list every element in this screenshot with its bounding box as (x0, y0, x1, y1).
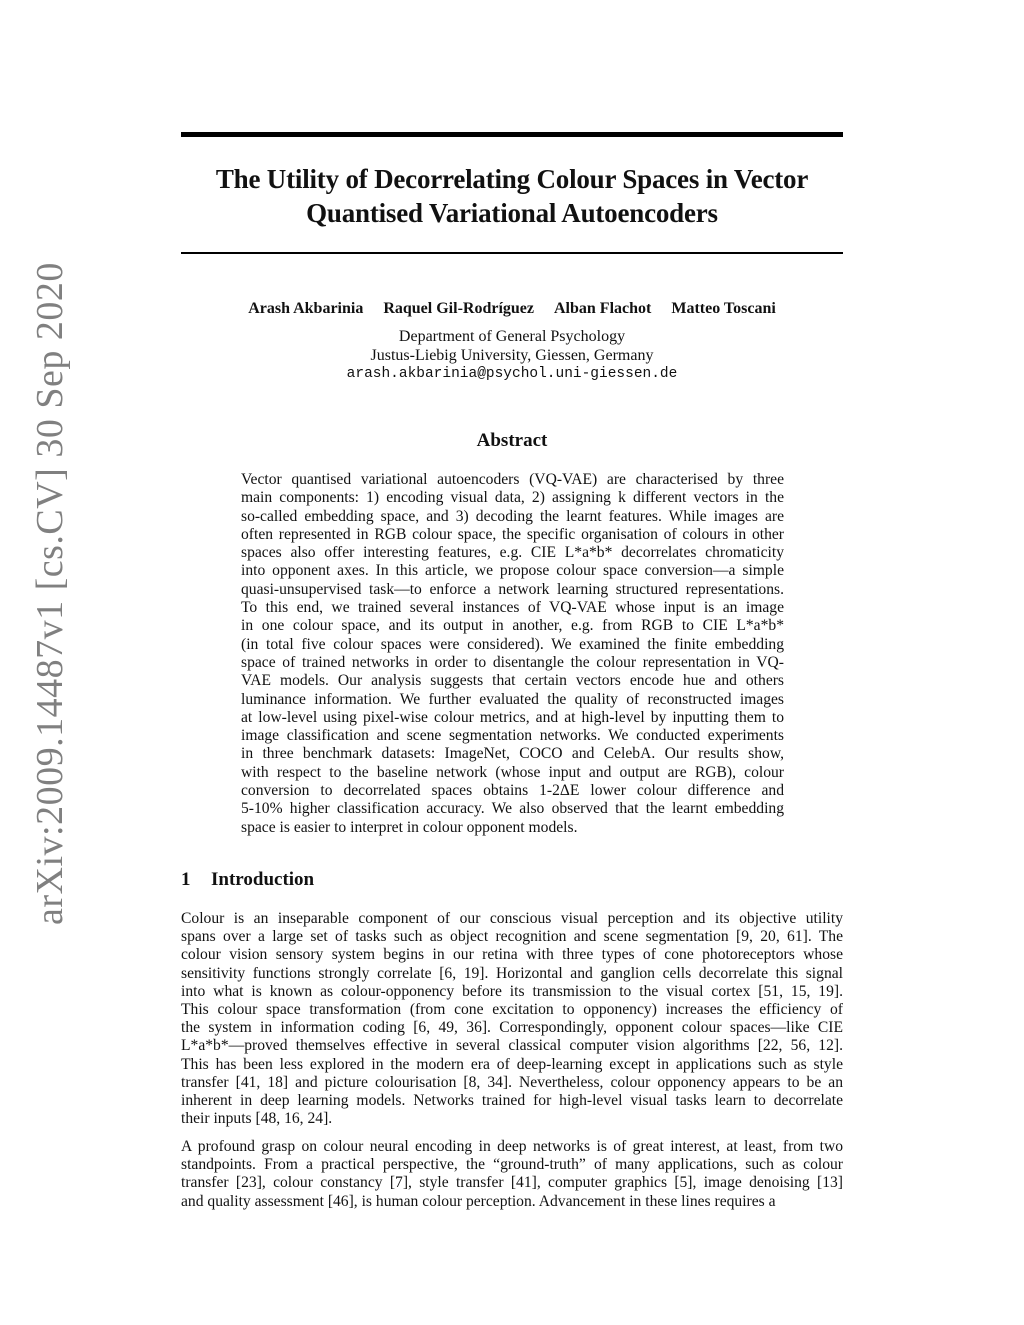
paragraph-line: the system in information coding [6, 49, 36]. Correspondingly, opponent colour spaces—like CIE (181, 1019, 843, 1037)
paragraph-line: sensitivity functions strongly correlate [6, 19]. Horizontal and ganglion cells decorrelate this signal (181, 964, 843, 982)
abstract-line: with respect to the baseline network (whose input and output are RGB), colour (241, 763, 784, 781)
section-number: 1 (181, 869, 191, 890)
abstract-line: quasi-unsupervised task—to enforce a network learning structured representations. (241, 580, 784, 598)
paragraph-line: into what is known as colour-opponency before its transmission to the visual cortex [51, 15, 19]. (181, 982, 843, 1000)
paragraph-line: A profound grasp on colour neural encoding in deep networks is of great interest, at least, from two (181, 1138, 843, 1155)
title-bottom-rule (181, 252, 843, 254)
paragraph-line: L*a*b*—proved themselves effective in several classical computer vision algorithms [22, 56, 12]. (181, 1037, 843, 1055)
abstract-line: VAE models. Our analysis suggests that certain vectors encode hue and others (241, 672, 784, 690)
abstract-body (241, 471, 784, 837)
abstract-line: in three benchmark datasets: ImageNet, COCO and CelebA. Our results show, (241, 745, 784, 763)
paragraph-line: This colour space transformation (from cone excitation to opponency) increases the efficiency of (181, 1000, 843, 1018)
paragraph-line: and quality assessment [46], is human colour perception. Advancement in these lines requires a (181, 1192, 776, 1210)
title-line: The Utility of Decorrelating Colour Spaces in Vector (215, 164, 809, 194)
author-name: Alban Flachot (554, 300, 652, 317)
paper-title (181, 162, 843, 230)
abstract-line: To this end, we trained several instances of VQ-VAE whose input is an image (241, 599, 784, 617)
abstract-line: image classification and scene segmentation networks. We conducted experiments (241, 727, 784, 745)
abstract-heading: Abstract (476, 430, 548, 451)
abstract-line: (in total five colour spaces were considered). We examined the finite embedding (241, 635, 784, 653)
department: Department of General Psychology (398, 328, 626, 345)
title-line: Quantised Variational Autoencoders (306, 198, 718, 228)
abstract-line: luminance information. We further evaluated the quality of reconstructed images (241, 690, 784, 708)
title-top-rule (181, 132, 843, 137)
abstract-line: into opponent axes. In this article, we propose colour space conversion—a simple (241, 562, 784, 580)
abstract-line: spaces also offer interesting features, e.g. CIE L*a*b* decorrelates chromaticity (241, 544, 784, 562)
email-address[interactable]: arash.akbarinia@psychol.uni-giessen.de (346, 366, 678, 382)
intro-paragraph-2 (181, 1138, 843, 1211)
author-name: Matteo Toscani (671, 300, 776, 317)
abstract-line: at low-level using pixel-wise colour metrics, and at high-level by inputting them to (241, 708, 784, 726)
university: Justus-Liebig University, Giessen, Germany (370, 347, 654, 364)
paragraph-line: transfer [23], colour constancy [7], style transfer [41], computer graphics [5], image denoising [13] (181, 1174, 843, 1192)
paragraph-line: spans over a large set of tasks such as object recognition and scene segmentation [9, 20, 61]. The (181, 928, 843, 946)
paragraph-line: transfer [41, 18] and picture colourisation [8, 34]. Nevertheless, colour opponency appears to be an (181, 1073, 843, 1091)
paragraph-line: inherent in deep learning models. Networks trained for high-level visual tasks learn to decorrelate (181, 1091, 843, 1109)
paragraph-line: Colour is an inseparable component of our conscious visual perception and its objective utility (181, 910, 843, 927)
author-name: Arash Akbarinia (248, 300, 364, 317)
author-name: Raquel Gil-Rodríguez (383, 300, 534, 317)
abstract-line: conversion to decorrelated spaces obtains 1-2ΔE lower colour difference and (241, 782, 784, 800)
abstract-line: so-called embedding space, and 3) decoding the learnt features. While images are (241, 507, 784, 525)
arxiv-identifier: arXiv:2009.14487v1 [cs.CV] 30 Sep 2020 (29, 262, 71, 925)
intro-paragraph-1 (181, 910, 843, 1128)
paragraph-line: standpoints. From a practical perspective, the “ground-truth” of many applications, such as colour (181, 1156, 843, 1174)
section-heading (181, 868, 314, 892)
abstract-line: Vector quantised variational autoencoders (VQ-VAE) are characterised by three (241, 471, 784, 488)
section-title: Introduction (211, 869, 315, 890)
abstract-line: main components: 1) encoding visual data, 2) assigning k different vectors in the (241, 489, 784, 507)
paragraph-line: This has been less explored in the modern era of deep-learning except in applications such as style (181, 1055, 843, 1073)
abstract-line: space is easier to interpret in colour opponent models. (241, 818, 578, 836)
paragraph-line: colour vision sensory system begins in our retina with three types of cone photoreceptors whose (181, 946, 843, 964)
author-list (181, 298, 843, 320)
paragraph-line: their inputs [48, 16, 24]. (181, 1110, 333, 1128)
affiliation-block (181, 327, 843, 384)
abstract-line: 5-10% higher classification accuracy. We also observed that the learnt embedding (241, 800, 784, 818)
abstract-line: space of trained networks in order to disentangle the colour representation in VQ- (241, 653, 784, 671)
abstract-line: in one colour space, and its output in another, e.g. from RGB to CIE L*a*b* (241, 617, 784, 635)
abstract-line: often represented in RGB colour space, the specific organisation of colours in other (241, 525, 784, 543)
